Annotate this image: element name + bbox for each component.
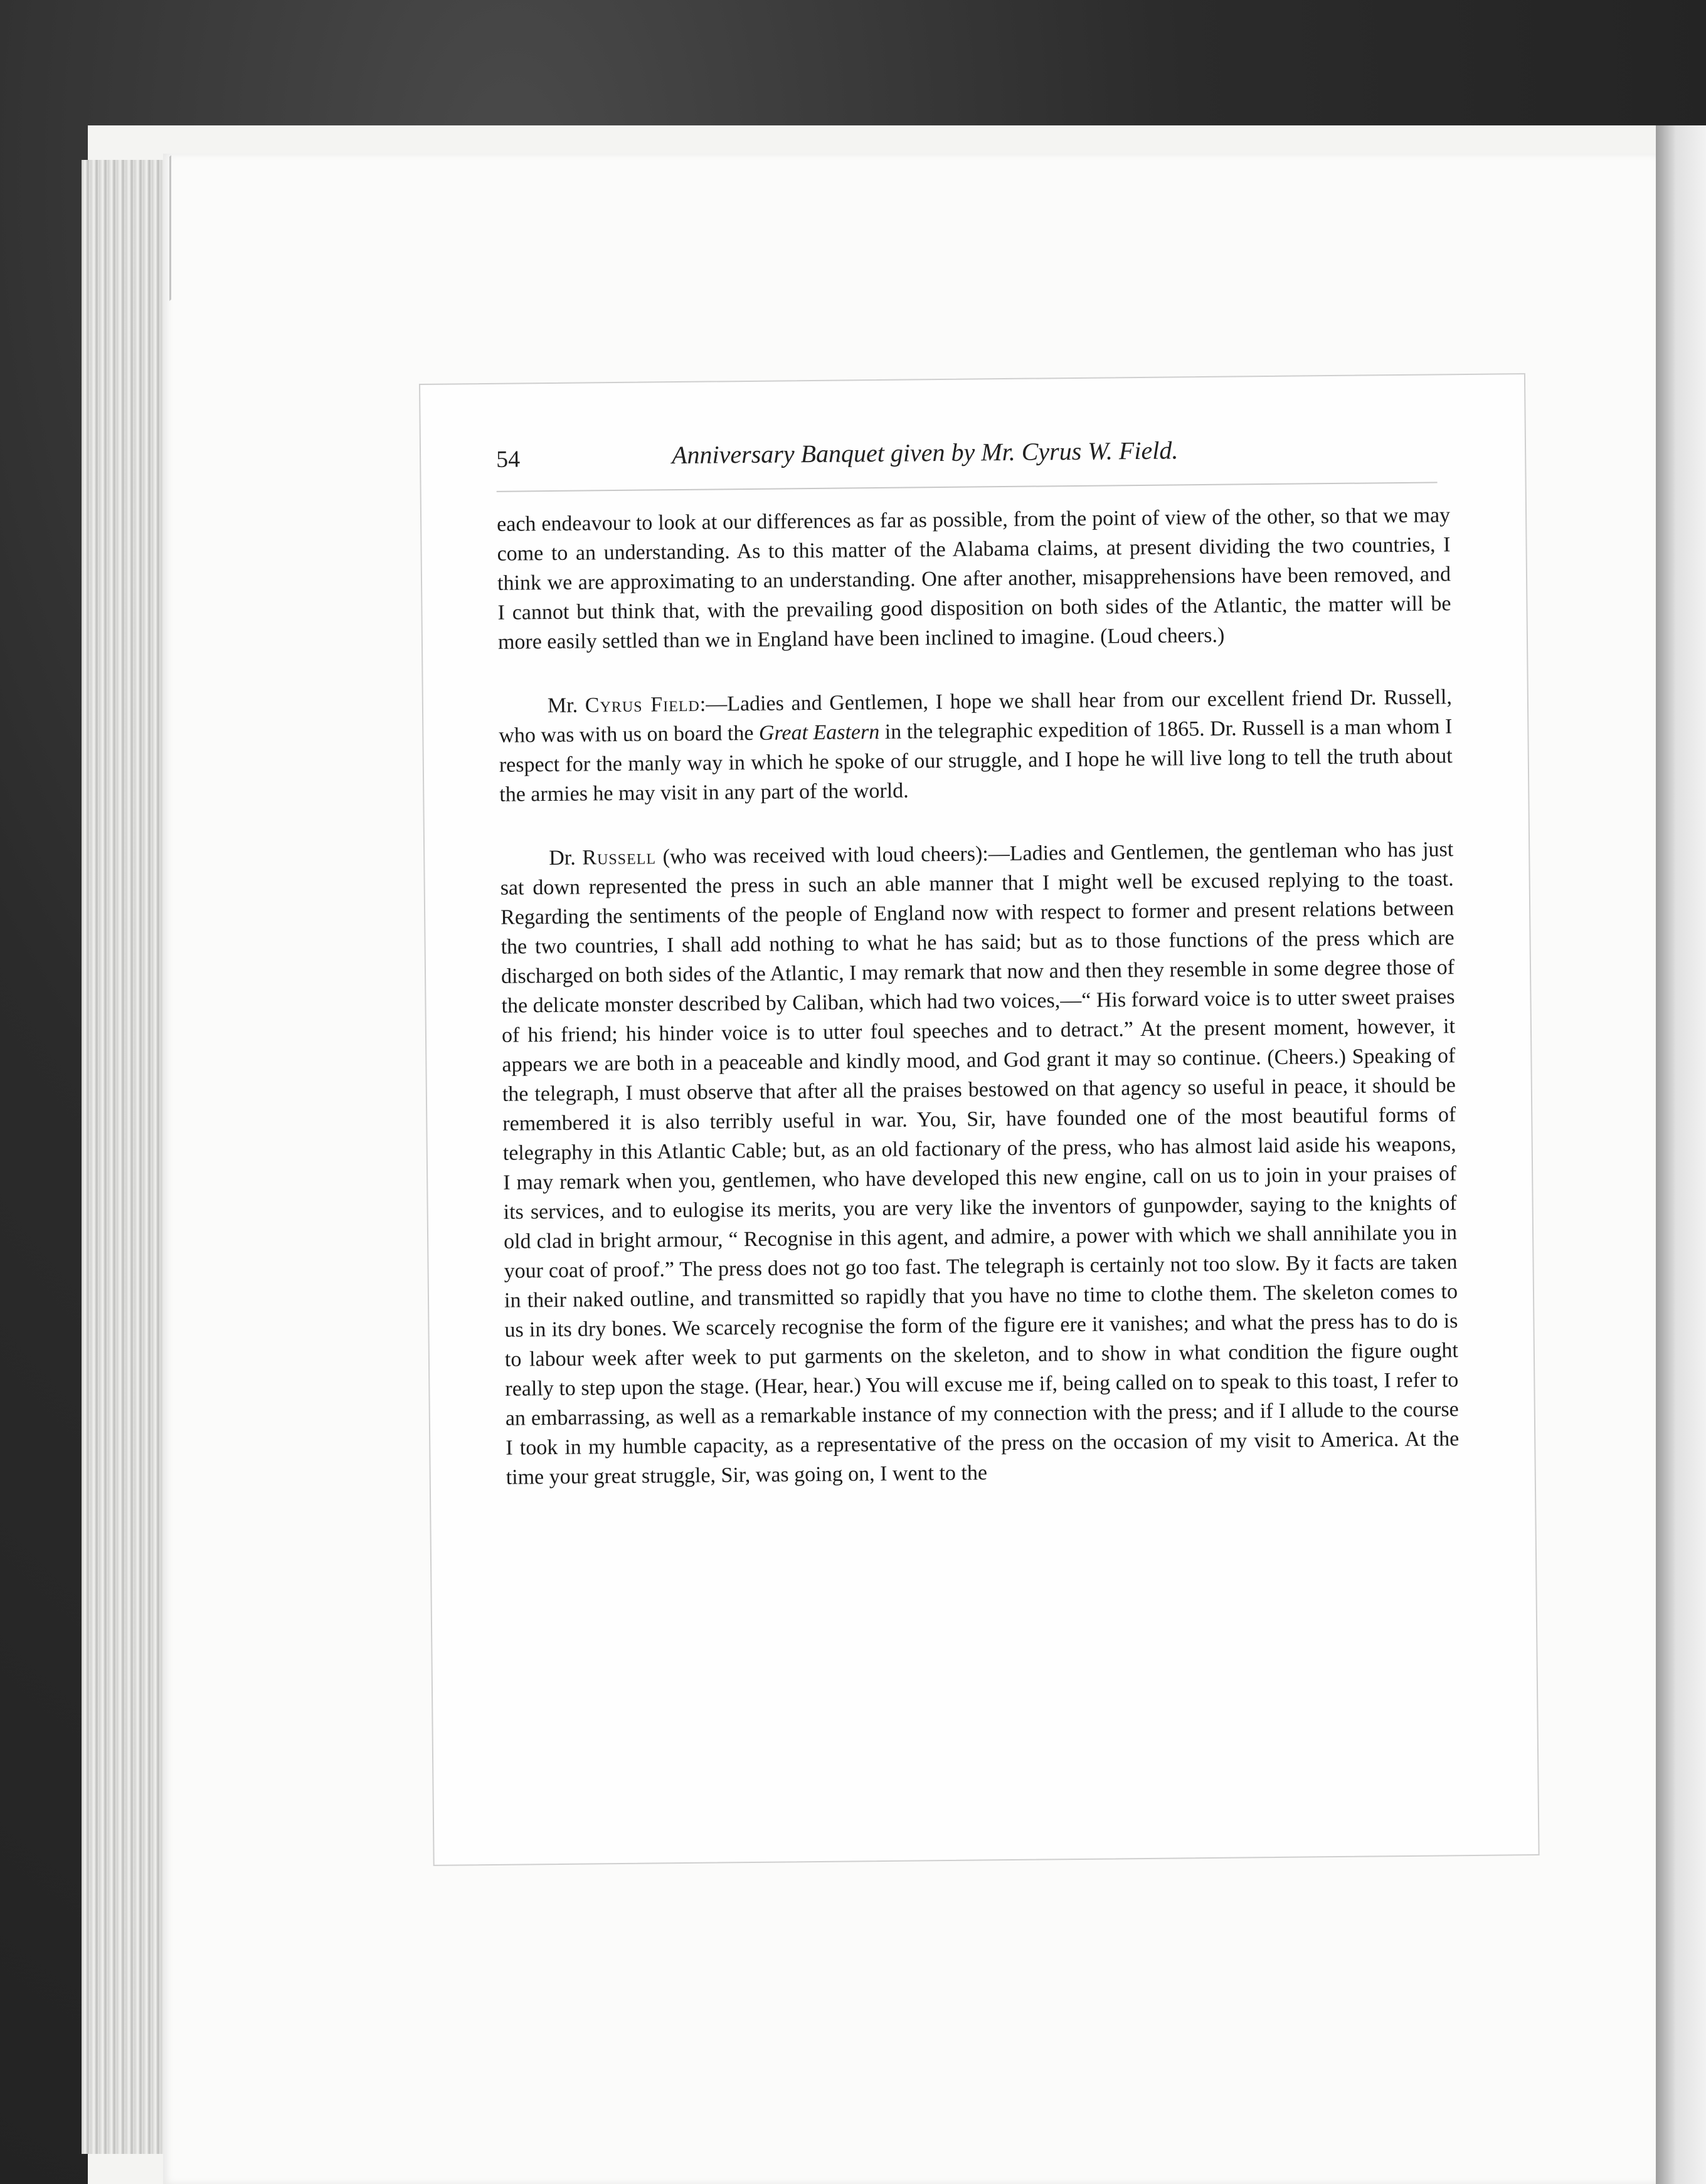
page-header <box>496 424 1438 483</box>
text-run: (who was received with loud cheers):—Ladies and Gentlemen, the gentleman who has just sat down represented the press in such an able manner that I might well be excused replying to the toast. Regarding the sentiments of the people of England now with respect to former and present relations between the two countries, I shall add nothing to what he has said; but as to those functions of the press which are discharged on both sides of the Atlantic, I may remark that now and then they resemble in some degree those of the delicate monster described by Caliban, which had two voices,—“ His forward voice is to utter sweet praises of his friend; his hinder voice is to utter foul speeches and to detract.” At the present moment, however, it appears we are both in a peaceable and kindly mood, and God grant it may so continue. (Cheers.) Speaking of the telegraph, I must observe that after all the praises bestowed on that agency so useful in peace, it should be remembered it is also terribly useful in war. You, Sir, have founded one of the most beautiful forms of telegraphy in this Atlantic Cable; but, as an old factionary of the press, who has almost laid aside his weapons, I may remark when you, gentlemen, who have developed this new engine, call on us to join in your praises of its services, and to eulogise its merits, you are very like the inventors of gunpowder, saying to the knights of old clad in bright armour, “ Recognise in this agent, and admire, a power with which we shall annihilate you in your coat of proof.” The press does not go too fast. The telegraph is certainly not too slow. By it facts are taken in their naked outline, and transmitted so rapidly that you have no time to clothe them. The skeleton comes to us in its dry bones. We scarcely recognise the form of the figure ere it vanishes; and what the press has to do is to labour week after week to put garments on the skeleton, and to show in what condition the figure ought really to step upon the stage. (Hear, hear.) You will excuse me if, being called on to speak to this toast, I refer to an embarrassing, as well as a remarkable instance of my connection with the press; and if I allude to the course I took in my humble capacity, as a representative of the press on the occasion of my visit to America. At the time your great struggle, Sir, was going on, I went to the <box>500 838 1460 1489</box>
paragraph <box>500 835 1460 1492</box>
text-run: Mr. <box>547 694 586 718</box>
page-number: 54 <box>495 446 521 473</box>
facing-page-edge <box>1656 125 1706 2184</box>
text-run: each endeavour to look at our differences as far as possible, from the point of view of the other, so that we may come to an understanding. As to this matter of the Alabama claims, at present dividing the two countries, I think we are approximating to an understanding. One after another, misapprehensions have been removed, and I cannot but think that, with the prevailing good disposition on both sides of the Atlantic, the matter will be more easily settled than we in England have been inclined to imagine. (Loud cheers.) <box>496 504 1451 654</box>
text-run: in the telegraphic expedition of 1865. Dr. Russell is a man whom I respect for the manly way in which he spoke of our struggle, and I hope he will live long to tell the truth about the armies he may visit in any part of the world. <box>499 715 1453 806</box>
body-text <box>497 500 1460 1492</box>
speaker-name: Cyrus Field <box>585 692 700 717</box>
page-edges <box>82 160 169 2154</box>
paragraph <box>497 500 1451 657</box>
italic-text: Great Eastern <box>758 720 880 745</box>
text-run: :—Ladies and Gentlemen, I hope we shall hear from our excellent friend Dr. Russell, who was with us on board the <box>499 685 1453 747</box>
header-rule <box>497 482 1438 492</box>
text-run: Dr. <box>549 846 583 870</box>
paragraph <box>499 682 1453 810</box>
speaker-name: Russell <box>582 845 657 870</box>
printed-page-frame <box>419 373 1540 1866</box>
running-head: Anniversary Banquet given by Mr. Cyrus W. Field. <box>671 436 1179 470</box>
